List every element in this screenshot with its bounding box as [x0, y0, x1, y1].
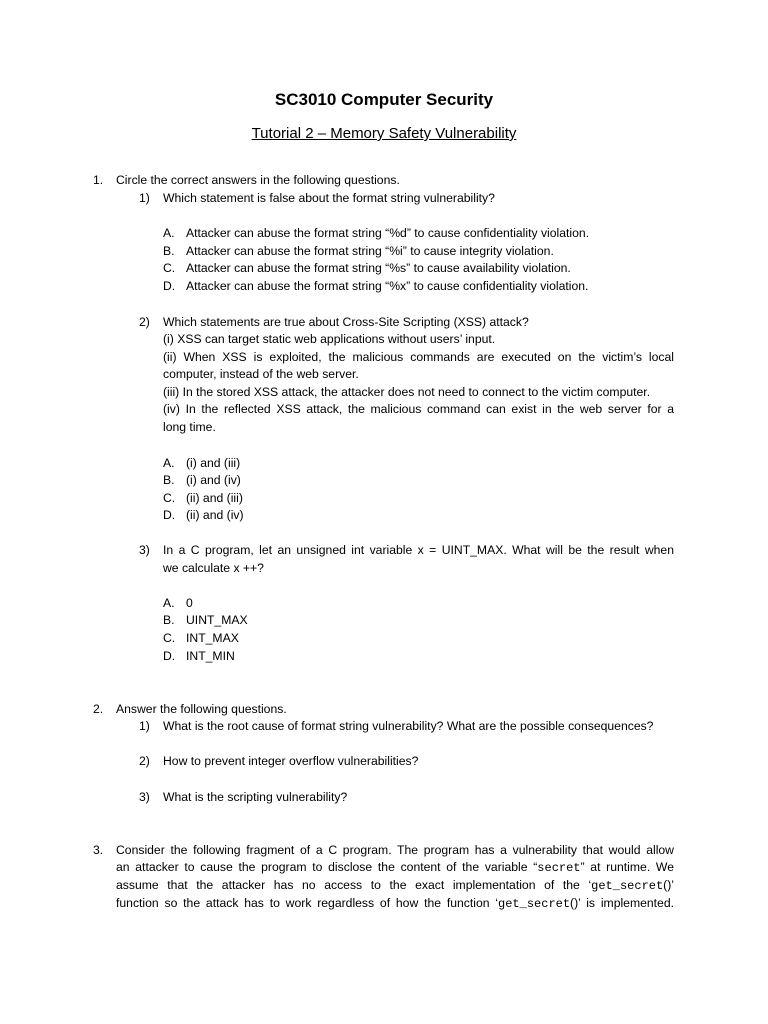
q1-1-option-d-text: Attacker can abuse the format string “%x” to cause confidentiality violation. — [186, 279, 589, 293]
q1-3-option-d-label: D. — [163, 649, 176, 663]
q2-text: Answer the following questions. — [116, 702, 287, 716]
q3-line-3 — [116, 877, 674, 896]
q1-1-option-d-label: D. — [163, 279, 176, 293]
q1-3-number: 3) — [139, 543, 150, 557]
q2-3-text: What is the scripting vulnerability? — [163, 790, 348, 804]
document-subtitle — [0, 123, 768, 145]
q1-1-option-c-text: Attacker can abuse the format string “%s” to cause availability violation. — [186, 261, 571, 275]
code-get-secret: get_secret — [591, 879, 664, 893]
q3-line-4-start: function so the attack has to work regardless of how the function ‘ — [116, 896, 499, 910]
q3-line-3-start: assume that the attacker has no access to the exact implementation of the ‘ — [116, 878, 592, 892]
q2-2-text: How to prevent integer overflow vulnerabilities? — [163, 754, 419, 768]
q1-3-option-d-text: INT_MIN — [186, 649, 235, 663]
q3-line-4 — [116, 895, 674, 914]
q3-line-2 — [116, 859, 674, 878]
q1-2-line: Which statements are true about Cross-Site Scripting (XSS) attack? — [163, 315, 529, 329]
q2-2-number: 2) — [139, 754, 150, 768]
q2-1-text: What is the root cause of format string vulnerability? What are the possible consequences? — [163, 719, 654, 733]
q2-3-number: 3) — [139, 790, 150, 804]
q1-2-option-a-label: A. — [163, 456, 175, 470]
q3-line-3-end: ()’ — [663, 878, 674, 892]
q1-3-line: we calculate x ++? — [163, 561, 264, 575]
q1-2-option-b-label: B. — [163, 473, 175, 487]
q1-2-option-d-label: D. — [163, 508, 176, 522]
subtitle-text: Tutorial 2 – Memory Safety Vulnerability — [251, 125, 517, 142]
q1-3-line: In a C program, let an unsigned int variable x = UINT_MAX. What will be the result when — [163, 543, 674, 557]
q1-2-option-b-text: (i) and (iv) — [186, 473, 241, 487]
q1-2-line: (i) XSS can target static web applications without users’ input. — [163, 332, 496, 346]
q3-line-1: Consider the following fragment of a C program. The program has a vulnerability that would allow — [116, 843, 674, 857]
q1-2-line: long time. — [163, 420, 216, 434]
q1-2-option-c-label: C. — [163, 491, 176, 505]
q1-2-option-c-text: (ii) and (iii) — [186, 491, 243, 505]
q1-2-number: 2) — [139, 315, 150, 329]
q1-1-option-b-text: Attacker can abuse the format string “%i” to cause integrity violation. — [186, 244, 554, 258]
q1-1-option-a-text: Attacker can abuse the format string “%d” to cause confidentiality violation. — [186, 226, 590, 240]
q1-number: 1. — [93, 173, 104, 187]
document-title: SC3010 Computer Security — [274, 90, 494, 109]
q1-3-option-a-text: 0 — [186, 596, 193, 610]
q2-number: 2. — [93, 702, 104, 716]
q3-line-4-end: ()’ is implemented. — [570, 896, 674, 910]
q1-text: Circle the correct answers in the following questions. — [116, 173, 400, 187]
q1-1-number: 1) — [139, 191, 150, 205]
q1-2-option-d-text: (ii) and (iv) — [186, 508, 244, 522]
q1-2-line: (iii) In the stored XSS attack, the attacker does not need to connect to the victim computer. — [163, 385, 651, 399]
q1-3-option-a-label: A. — [163, 596, 175, 610]
q3-line-2-end: ” at runtime. We — [580, 860, 674, 874]
q3-line-2-start: an attacker to cause the program to disclose the content of the variable “ — [116, 860, 538, 874]
q1-2-line: (ii) When XSS is exploited, the malicious commands are executed on the victim’s local — [163, 350, 674, 364]
q1-2-option-a-text: (i) and (iii) — [186, 456, 241, 470]
code-get-secret: get_secret — [498, 897, 571, 911]
code-secret: secret — [537, 861, 581, 875]
q1-1-option-c-label: C. — [163, 261, 176, 275]
q3-number: 3. — [93, 843, 104, 857]
q1-1-text: Which statement is false about the format string vulnerability? — [163, 191, 495, 205]
q1-3-option-b-text: UINT_MAX — [186, 613, 248, 627]
q1-2-line: (iv) In the reflected XSS attack, the malicious command can exist in the web server for a — [163, 402, 674, 416]
q1-1-option-a-label: A. — [163, 226, 175, 240]
q1-3-option-b-label: B. — [163, 613, 175, 627]
q2-1-number: 1) — [139, 719, 150, 733]
q1-3-option-c-label: C. — [163, 631, 176, 645]
q1-1-option-b-label: B. — [163, 244, 175, 258]
q1-3-option-c-text: INT_MAX — [186, 631, 239, 645]
q1-2-line: computer, instead of the web server. — [163, 367, 359, 381]
